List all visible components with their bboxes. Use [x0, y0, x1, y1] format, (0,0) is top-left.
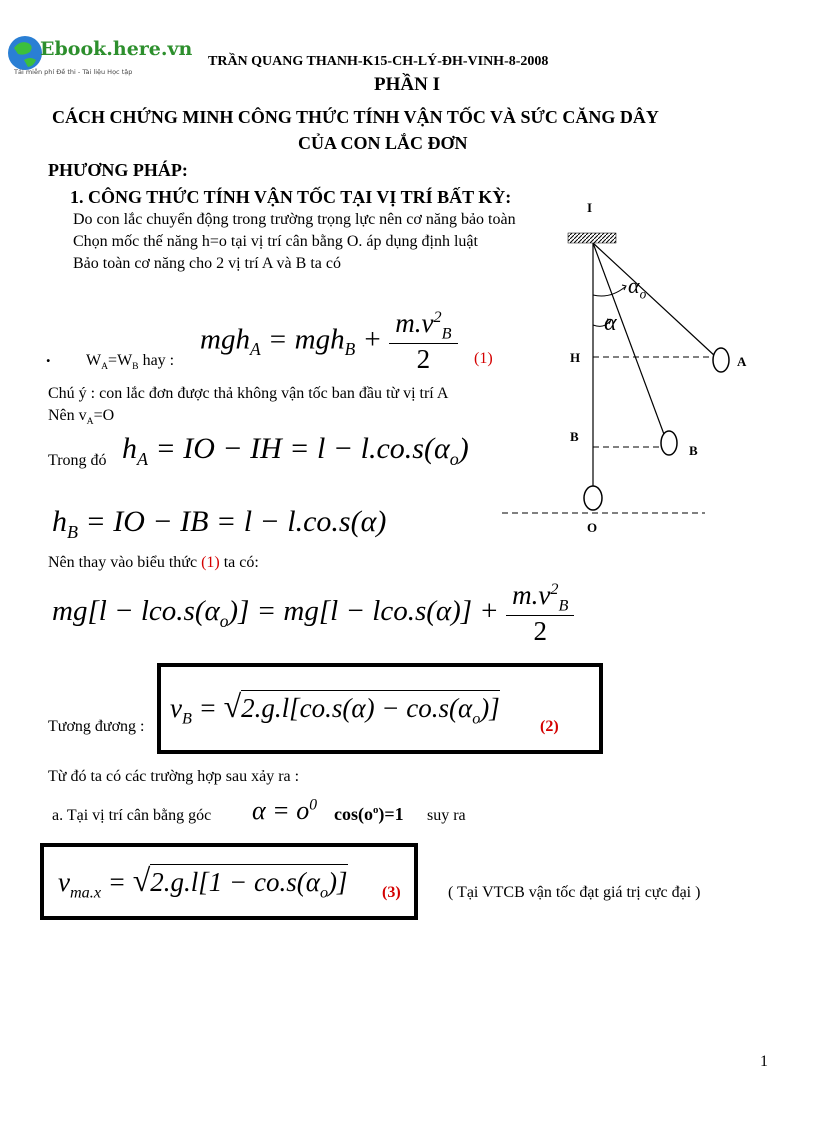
- bob-a: [713, 348, 729, 372]
- label-alpha: α: [604, 310, 617, 336]
- bob-o: [584, 486, 602, 510]
- logo-tagline: Tải miễn phí Đề thi - Tài liệu Học tập: [14, 68, 133, 76]
- label-alpha-o: $\alpha_o$: [628, 273, 647, 302]
- case-a-alpha: $\alpha = o^0$: [252, 796, 317, 825]
- expanded-formula: $mg[l - lco.s(\alpha_o)] = mg[l - lco.s(\alpha)]$ + $\frac{m.v^2_B}{2}$: [52, 580, 574, 647]
- label-b-left: B: [570, 429, 579, 444]
- bob-b: [661, 431, 677, 455]
- author-header: TRẦN QUANG THANH-K15-CH-LÝ-ĐH-VINH-8-2008: [208, 54, 549, 69]
- label-h: H: [570, 350, 581, 365]
- part-title: PHẦN I: [374, 74, 440, 95]
- equation-label-3: (3): [382, 884, 401, 901]
- energy-formula: mgh$_A$ = mgh$_B$ + $\frac{m.v^2_B}{2}$: [200, 308, 458, 375]
- cases-intro: Từ đó ta có các trường hợp sau xảy ra :: [48, 768, 300, 785]
- equivalent-label: Tương đương :: [48, 718, 145, 735]
- label-i: I: [587, 200, 593, 215]
- case-a-cos: $\cos(o^o)=1$: [334, 804, 404, 824]
- case-a-suffix: suy ra: [427, 807, 466, 824]
- energy-statement: $W_A=W_B$ hay :: [86, 352, 175, 373]
- ceiling-support: [568, 233, 616, 243]
- case-a-prefix: a. Tại vị trí cân bằng góc: [52, 807, 212, 824]
- where-prefix: Trong đó: [48, 452, 107, 469]
- vmax-formula: $v_{ma.x} = √2.g.l[1 - co.s(\alpha_o)]$: [58, 862, 348, 902]
- logo-text: Ebook.here.vn: [40, 38, 193, 60]
- page-number: 1: [760, 1053, 768, 1070]
- logo: [6, 34, 193, 82]
- label-a: A: [737, 354, 747, 369]
- string-to-a: [593, 243, 716, 357]
- note-line-2: Nên $v_A=O$: [48, 407, 115, 428]
- intro-line-2: Chọn mốc thế năng h=o tại vị trí cân bằng O. áp dụng định luật: [73, 233, 478, 250]
- angle-arc-alpha-o: [593, 287, 625, 296]
- bullet: .: [46, 346, 51, 366]
- substitute-line: Nên thay vào biểu thức (1) ta có:: [48, 554, 259, 571]
- equation-label-1: (1): [474, 350, 493, 367]
- vb-formula: $v_B = √2.g.l[co.s(\alpha) - co.s(\alpha_o)]$: [170, 688, 500, 728]
- hb-formula: $h_B$ = IO − IB = l − l.co.s(α): [52, 505, 387, 542]
- globe-icon: [6, 34, 44, 72]
- main-title-line1: CÁCH CHỨNG MINH CÔNG THỨC TÍNH VẬN TỐC VÀ SỨC CĂNG DÂY: [52, 107, 659, 127]
- pendulum-diagram: [490, 195, 760, 540]
- ha-formula: $h_A$ = IO − IH = $l - l.co.s(\alpha_o)$: [122, 432, 469, 469]
- intro-line-1: Do con lắc chuyển động trong trường trọng lực nên cơ năng bảo toàn: [73, 211, 516, 228]
- intro-line-3: Bảo toàn cơ năng cho 2 vị trí A và B ta có: [73, 255, 341, 272]
- method-heading: PHƯƠNG PHÁP:: [48, 160, 188, 180]
- section-heading: 1. CÔNG THỨC TÍNH VẬN TỐC TẠI VỊ TRÍ BẤT KỲ:: [70, 187, 512, 207]
- main-title-line2: CỦA CON LẮC ĐƠN: [298, 133, 468, 153]
- vmax-note: ( Tại VTCB vận tốc đạt giá trị cực đại ): [448, 884, 701, 901]
- note-line-1: Chú ý : con lắc đơn được thả không vận tốc ban đầu từ vị trí A: [48, 385, 449, 402]
- label-o: O: [587, 520, 598, 535]
- label-b-right: B: [689, 443, 698, 458]
- equation-label-2: (2): [540, 718, 559, 735]
